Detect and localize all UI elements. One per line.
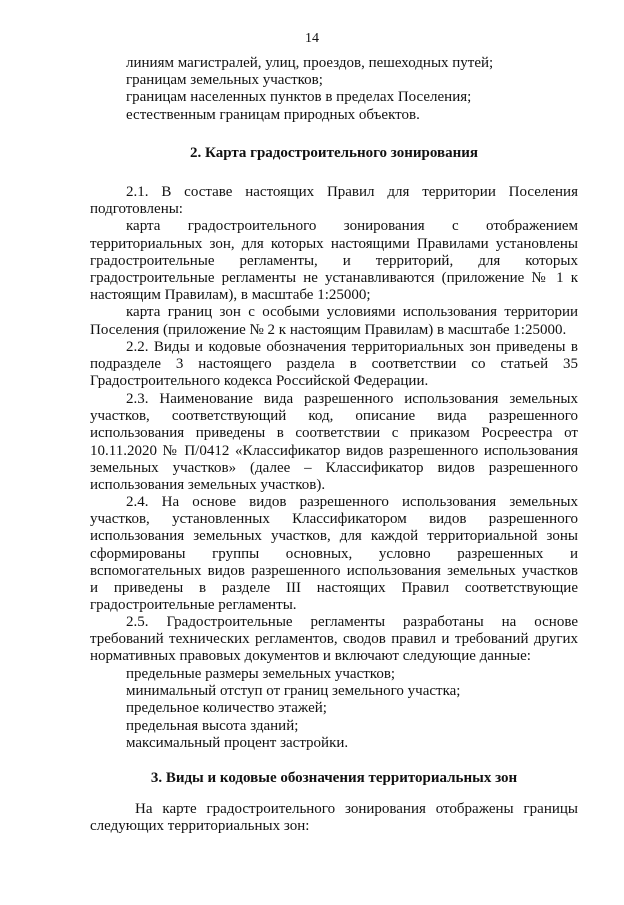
text-line: 2.5. Градостроительные регламенты разработаны на основе [126, 614, 578, 630]
list-item: границам населенных пунктов в пределах Поселения; [126, 89, 472, 106]
paragraph-2-1 [90, 184, 578, 339]
text-line: подготовлены: [90, 201, 183, 218]
section-heading-3: 3. Виды и кодовые обозначения территориальных зон [150, 770, 518, 786]
list-item: естественным границам природных объектов. [126, 106, 420, 123]
list-item: границам земельных участков; [126, 72, 323, 89]
list-item: предельное количество этажей; [126, 700, 327, 717]
text-line: 2.1. В составе настоящих Правил для территории Поселения [126, 184, 578, 200]
list-item: максимальный процент застройки. [126, 734, 349, 751]
text-line: территориальных зон, для которых настоящими Правилами установлены [90, 235, 578, 252]
paragraph-2-3 [90, 391, 578, 494]
text-line: 2.2. Виды и кодовые обозначения территориальных зон приведены в [126, 339, 578, 355]
page-number: 14 [305, 31, 319, 46]
text-line: участков, установленных Классификатором видов разрешенного [90, 511, 578, 528]
list-item: предельные размеры земельных участков; [126, 666, 396, 682]
paragraph-2-4 [90, 494, 578, 614]
text-line: 2.4. На основе видов разрешенного использования земельных [126, 494, 578, 510]
paragraph-3 [90, 801, 578, 835]
text-line: нормативных правовых документов и включают следующие данные: [90, 648, 531, 665]
text-line: карта границ зон с особыми условиями использования территории [126, 304, 578, 321]
text-line: сформированы группы основных, условно разрешенных и [90, 545, 578, 562]
text-line: использования приведены в соответствии с приказом Росреестра от [90, 425, 578, 442]
list-bottom [126, 666, 578, 752]
paragraph-2-2 [90, 339, 578, 391]
text-line: 2.3. Наименование вида разрешенного использования земельных [126, 391, 578, 407]
text-line: и приведены в разделе III настоящих Правил соответствующие [90, 580, 578, 597]
text-line: требований технических регламентов, сводов правил и требований других [90, 631, 578, 648]
text-line: градостроительные регламенты, и территорий, для которых [90, 252, 578, 269]
text-line: Градостроительного кодекса Российской Федерации. [90, 373, 429, 390]
text-line: градостроительные регламенты. [90, 597, 297, 614]
list-item: предельная высота зданий; [126, 717, 299, 734]
text-line: 10.11.2020 № П/0412 «Классификатор видов разрешенного использования [90, 442, 578, 459]
text-line: карта градостроительного зонирования с отображением [126, 218, 578, 235]
text-line: участков, соответствующий код, описание вида разрешенного [90, 408, 578, 425]
list-top [126, 55, 578, 124]
list-item: минимальный отступ от границ земельного участка; [126, 683, 461, 700]
text-line: подразделе 3 настоящего раздела в соответствии со статьей 35 [90, 356, 578, 373]
text-line: вспомогательных видов разрешенного использования земельных участков [90, 562, 578, 579]
paragraph-2-5 [90, 614, 578, 666]
text-line: использования земельных участков, для каждой территориальной зоны [90, 528, 578, 545]
text-line: Поселения (приложение № 2 к настоящим Правилам) в масштабе 1:25000. [90, 321, 567, 338]
text-line: градостроительные регламенты не устанавливаются (приложение № 1 к [90, 270, 578, 287]
list-item: линиям магистралей, улиц, проездов, пешеходных путей; [126, 55, 494, 71]
text-line: земельных участков» (далее – Классификатор видов разрешенного [90, 459, 578, 476]
text-line: следующих территориальных зон: [90, 818, 310, 835]
text-line: настоящим Правилам), в масштабе 1:25000; [90, 287, 371, 304]
text-line: использования земельных участков). [90, 477, 326, 494]
section-heading-2: 2. Карта градостроительного зонирования [190, 145, 478, 161]
text-line: На карте градостроительного зонирования отображены границы [135, 801, 578, 817]
